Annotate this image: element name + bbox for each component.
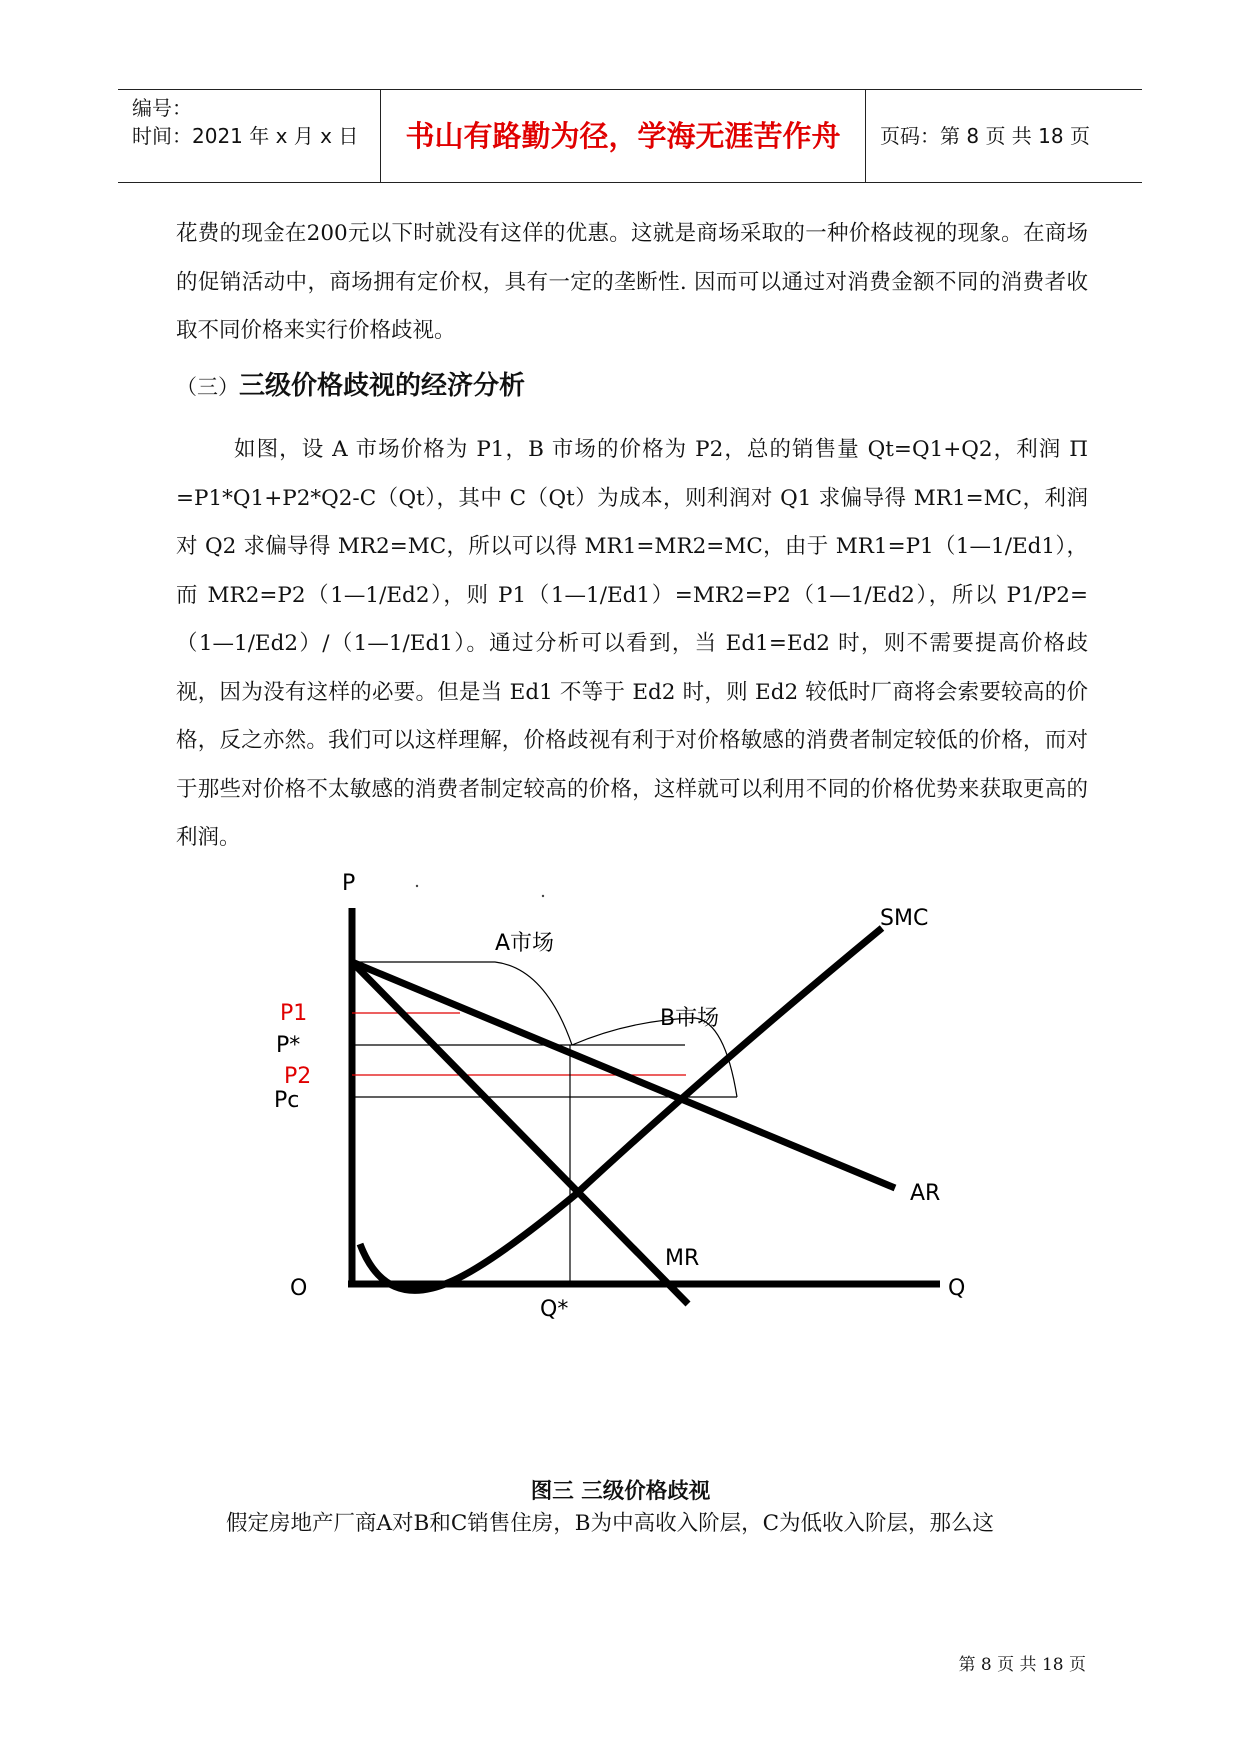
- page-indicator: 页码：第 8 页 共 18 页: [880, 124, 1090, 148]
- header-motto: 书山有路勤为径，学海无涯苦作舟: [380, 90, 866, 182]
- p2-label: P2: [284, 1064, 312, 1089]
- origin-label: O: [290, 1276, 308, 1301]
- page-header: [118, 89, 1142, 183]
- market-a-label: A市场: [495, 931, 555, 956]
- speck: [542, 895, 544, 897]
- p-star-label: P*: [276, 1033, 301, 1058]
- heading-title: 三级价格歧视的经济分析: [239, 371, 526, 401]
- p1-label: P1: [280, 1001, 308, 1026]
- price-discrimination-figure: [274, 870, 980, 1450]
- paragraph-2: 如图，设 A 市场价格为 P1，B 市场的价格为 P2，总的销售量 Qt=Q1+Q2，利润 Π =P1*Q1+P2*Q2-C（Qt），其中 C（Qt）为成本，则利润对 Q1 求偏导得 MR1=MC，利润对 Q2 求偏导得 MR2=MC，所以可以得 MR1=MR2=MC，由于 MR1=P1（1—1/Ed1），而 MR2=P2（1—1/Ed2），则 P1（1—1/Ed1）=MR2=P2（1—1/Ed2），所以 P1/P2=（1—1/Ed2）/（1—1/Ed1）。通过分析可以看到，当 Ed1=Ed2 时，则不需要提高价格歧视，因为没有这样的必要。但是当 Ed1 不等于 Ed2 时，则 Ed2 较低时厂商将会索要较高的价格，反之亦然。我们可以这样理解，价格歧视有利于对价格敏感的消费者制定较低的价格，而对于那些对价格不太敏感的消费者制定较高的价格，这样就可以利用不同的价格优势来获取更高的利润。: [176, 437, 1088, 850]
- ar-label: AR: [910, 1181, 941, 1206]
- section-heading: [176, 366, 525, 407]
- number-label: 编号：: [132, 96, 192, 120]
- q-star-label: Q*: [540, 1297, 569, 1322]
- figure-caption: 图三 三级价格歧视: [530, 1479, 711, 1504]
- market-b-label: B市场: [660, 1006, 720, 1031]
- y-axis-label: P: [342, 871, 356, 896]
- heading-number: （三）: [176, 375, 239, 399]
- pc-label: Pc: [274, 1088, 300, 1113]
- speck: [416, 885, 418, 887]
- header-meta: [118, 90, 380, 182]
- mr-curve: [352, 962, 688, 1304]
- paragraph-1: 花费的现金在200元以下时就没有这佯的优惠。这就是商场采取的一种价格歧视的现象。在商场的促销活动中，商场拥有定价权，具有一定的垄断性. 因而可以通过对消费金额不同的消费者收取不同价格来实行价格歧视。: [176, 221, 1088, 343]
- page-footer: 第 8 页 共 18 页: [958, 1655, 1086, 1675]
- time-label: 时间：2021 年 x 月 x 日: [132, 124, 359, 148]
- paragraph-3: 假定房地产厂商A对B和C销售住房，B为中高收入阶层，C为低收入阶层，那么这: [226, 1511, 995, 1536]
- x-axis-label: Q: [948, 1276, 966, 1301]
- smc-label: SMC: [880, 906, 929, 931]
- mr-label: MR: [665, 1246, 700, 1271]
